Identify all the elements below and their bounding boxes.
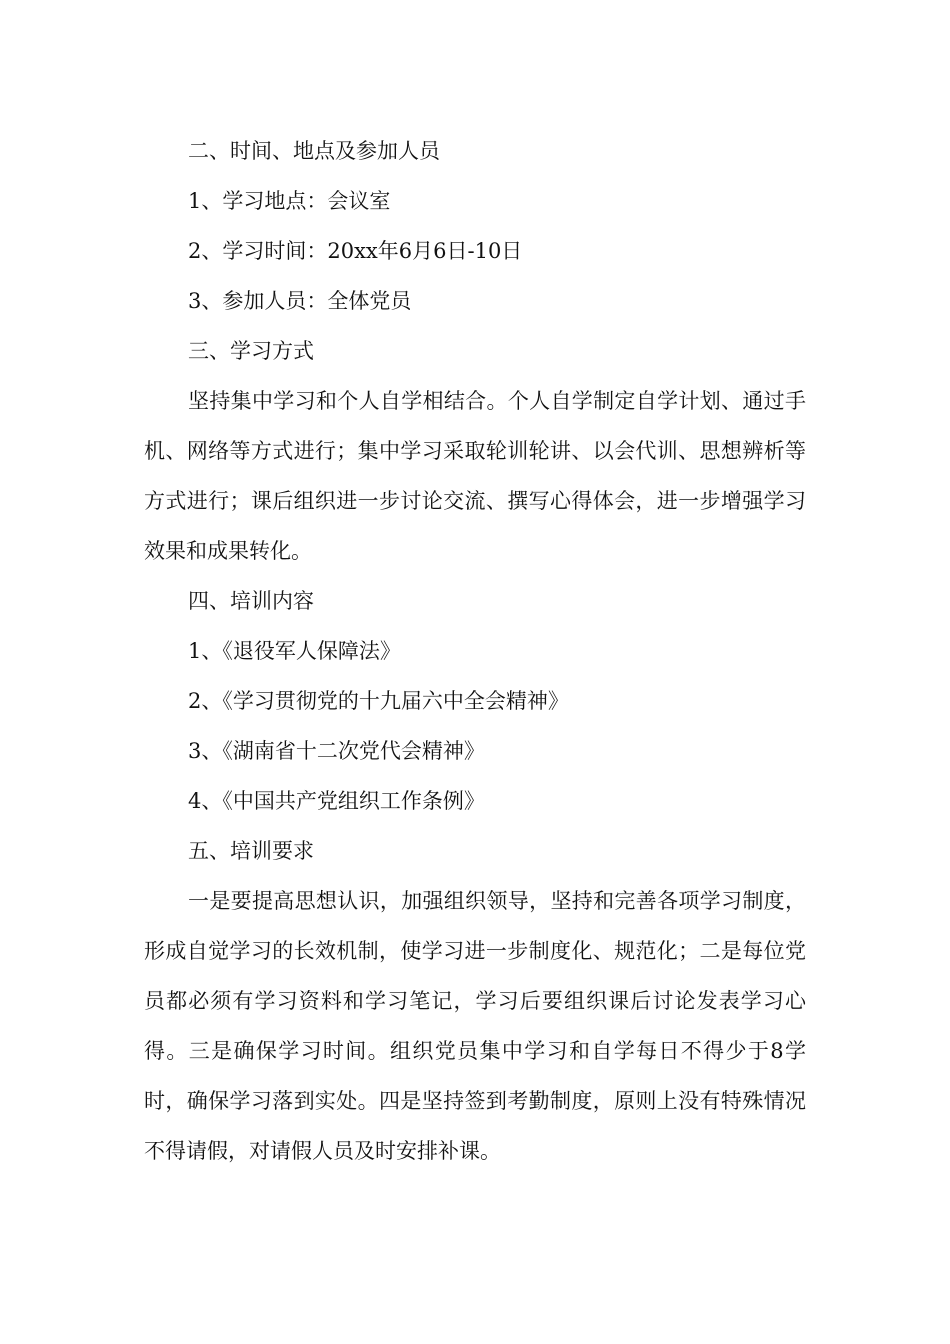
section-heading-time-place: 二、时间、地点及参加人员 bbox=[188, 139, 440, 163]
list-item: 3、《湖南省十二次党代会精神》 bbox=[188, 739, 485, 763]
list-item: 1、《退役军人保障法》 bbox=[188, 639, 401, 663]
requirements-paragraph: 一是要提高思想认识，加强组织领导，坚持和完善各项学习制度，形成自觉学习的长效机制，使学习进一步制度化、规范化；二是每位党员都必须有学习资料和学习笔记，学习后要组织课后讨论发表学习心得。三是确保学习时间。组织党员集中学习和自学每日不得少于8学时，确保学习落到实处。四是坚持签到考勤制度，原则上没有特殊情况不得请假，对请假人员及时安排补课。 bbox=[144, 889, 806, 1163]
list-item: 2、《学习贯彻党的十九届六中全会精神》 bbox=[188, 689, 569, 713]
list-item: 3、参加人员：全体党员 bbox=[188, 289, 412, 313]
document-body bbox=[144, 126, 806, 1176]
section-heading-content: 四、培训内容 bbox=[188, 589, 314, 613]
method-paragraph: 坚持集中学习和个人自学相结合。个人自学制定自学计划、通过手机、网络等方式进行；集中学习采取轮训轮讲、以会代训、思想辨析等方式进行；课后组织进一步讨论交流、撰写心得体会，进一步增强学习效果和成果转化。 bbox=[144, 389, 806, 563]
section-heading-requirements: 五、培训要求 bbox=[188, 839, 314, 863]
section-heading-method: 三、学习方式 bbox=[188, 339, 314, 363]
list-item: 4、《中国共产党组织工作条例》 bbox=[188, 789, 485, 813]
list-item: 1、学习地点：会议室 bbox=[188, 189, 391, 213]
list-item: 2、学习时间：20xx年6月6日-10日 bbox=[188, 239, 523, 263]
